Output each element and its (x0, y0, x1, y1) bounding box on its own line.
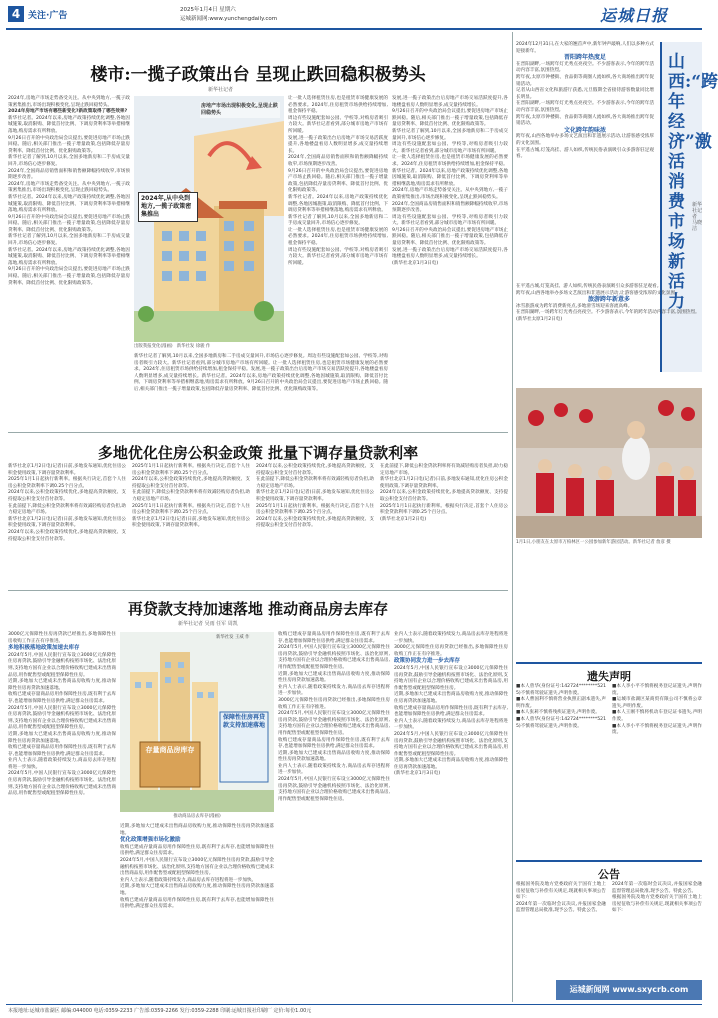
article-1-col-3: 让一批人选择租赁住房,也是租赁市场健康发展的必然要求。2024年,住房租赁市场供给持续增加,租金保持平稳。 周边有些设施配套如公园、学校等,对购房者吸引力较大。新华社记者看到,部分城市房地产市场有所回暖。 发展,进一揽子政策出台后房地产市场交易活跃度提升,各地楼盘看房人数明显增多,成交量持续增长。 2024年,全国商品房销售面积和销售额降幅持续收窄,市场预期逐步改善。 9月26日召开的中央政治局会议提出,要促进房地产市场止跌回稳。随后,相关部门推出一揽子增量政策,包括降低存量房贷利率、降低首付比例、优化限购政策等。 新华社记者。2024年以来,房地产政策持续优化调整,各地因城施策,取消限购、降低首付比例、下调房贷利率等举措相继落地,购房需求有所释放。 新华社记者了解到,10月以来,全国多地新房和二手房成交量回升,市场信心逐步修复。 让一批人选择租赁住房,也是租赁市场健康发展的必然要求。2024年,住房租赁市场供给持续增加,租金保持平稳。 周边有些设施配套如公园、学校等,对购房者吸引力较大。新华社记者看到,部分城市房地产市场有所回暖。 (288, 96, 388, 266)
notice-item: ■运城市盐湖区某商贸有限公司不慎将公章遗失,声明作废。 (612, 697, 702, 709)
side-article-text-top: 2024年12月31日,在大家的翘首声中,新年钟声敲响,人们以多种方式迎接新年。 晋阳跨年热度足 在晋阳湖畔,一场跨年灯光秀点亮夜空。不少游客表示,今年的跨年活动内容丰富,氛围热烈。 跨年夜,太原市钟楼街、食品街等商圈人流如织,各大商场推出跨年促销活动。 记者从山西省文化和旅游厅获悉,元旦假期全省接待游客数量同比增长明显。 在晋阳湖畔,一场跨年灯光秀点亮夜空。不少游客表示,今年的跨年活动内容丰富,氛围热烈。 跨年夜,太原市钟楼街、食品街等商圈人流如织,各大商场推出跨年促销活动。 文化跨年韵味浓 跨年夜,山西各地举办多场文艺演出和非遗展示活动,让游客感受浓厚的文化氛围。 在平遥古城,灯笼高挂、游人如织,传统民俗表演吸引众多游客驻足观看。 (516, 42, 655, 160)
side-subhead-1: 晋阳跨年热度足 (563, 54, 606, 62)
notice-item: ■本人李小平不慎将税务登记证遗失,声明作废。 (612, 723, 702, 736)
section-label: 关注·广告 (28, 11, 68, 21)
notice-public-col-1: 根据国务院及地方党委政府关于国有土地上房屋征收与补偿有关规定,现就相关事项公告如下: 2024年第一次临时会议决议,并报国家金融监督管理总局批准,现予公告。特此公告。 (516, 882, 606, 914)
notice-item: ■本人曹国利不慎将营业执照正副本遗失,声明作废。 (516, 697, 606, 709)
site-url: 运城新闻网:www.yunchengdaily.com (180, 16, 278, 22)
side-photo (516, 388, 702, 538)
notice-public (516, 860, 702, 1002)
cartoon-label-1: 2024年,从中央到地方,一揽子政策密集推出 (138, 192, 198, 222)
cartoon-housing (134, 96, 284, 342)
article-2-col-3: 2024年以来,公积金政策持续优化,多地提高贷款额度、支持提取公积金支付首付款等。 在此前提下,降低公积金贷款利率将有效减轻购房者负担,助力稳定房地产市场。 新华社北京1月2日电(记者)日前,多地发布通知,优化住房公积金使用政策,下调存量贷款利率。 2025年1月1日起执行新利率。根据央行决定,首套个人住房公积金贷款利率下调0.25个百分点。 2024年以来,公积金政策持续优化,多地提高贷款额度、支持提取公积金支付首付款等。 (256, 464, 375, 529)
article-1-col-4: 发展,进一揽子政策出台后房地产市场交易活跃度提升,各地楼盘看房人数明显增多,成交量持续增长。 9月26日召开的中央政治局会议提出,要促进房地产市场止跌回稳。随后,相关部门推出一揽子增量政策,包括降低存量房贷利率、降低首付比例、优化限购政策等。 新华社记者了解到,10月以来,全国多地新房和二手房成交量回升,市场信心逐步修复。 周边有些设施配套如公园、学校等,对购房者吸引力较大。新华社记者看到,部分城市房地产市场有所回暖。 让一批人选择租赁住房,也是租赁市场健康发展的必然要求。2024年,住房租赁市场供给持续增加,租金保持平稳。 新华社记者。2024年以来,房地产政策持续优化调整,各地因城施策,取消限购、降低首付比例、下调房贷利率等举措相继落地,购房需求有所释放。 2024年,房地产市场走势备受关注。从中央到地方,一揽子政策密集推出,市场出现积极变化,呈现止跌回稳势头。 2024年,全国商品房销售面积和销售额降幅持续收窄,市场预期逐步改善。 周边有些设施配套如公园、学校等,对购房者吸引力较大。新华社记者看到,部分城市房地产市场有所回暖。 9月26日召开的中央政治局会议提出,要促进房地产市场止跌回稳。随后,相关部门推出一揽子增量政策,包括降低存量房贷利率、降低首付比例、优化限购政策等。 发展,进一揽子政策出台后房地产市场交易活跃度提升,各地楼盘看房人数明显增多,成交量持续增长。 (新华社北京1月3日电) (392, 96, 508, 266)
side-article (516, 32, 718, 660)
article-2-title: 多地优化住房公积金政策 批量下调存量贷款利率 (97, 444, 419, 462)
article-3-subhead-3: 政策协同发力进一步去库存 (394, 658, 461, 665)
side-subhead-2: 文化跨年韵味浓 (563, 126, 606, 134)
article-1-col-1: 2024年,房地产市场走势备受关注。从中央到地方,一揽子政策密集推出,市场出现积极变化,呈现止跌回稳势头。 2024年房地产市场有哪些新变化?新政策取得了哪些效果? 新华社记者。2024年以来,房地产政策持续优化调整,各地因城施策,取消限购、降低首付比例、下调房贷利率等举措相继落地,购房需求有所释放。 9月26日召开的中央政治局会议提出,要促进房地产市场止跌回稳。随后,相关部门推出一揽子增量政策,包括降低存量房贷利率、降低首付比例、优化限购政策等。 新华社记者了解到,10月以来,全国多地新房和二手房成交量回升,市场信心逐步修复。 2024年,全国商品房销售面积和销售额降幅持续收窄,市场预期逐步改善。 2024年,房地产市场走势备受关注。从中央到地方,一揽子政策密集推出,市场出现积极变化,呈现止跌回稳势头。 新华社记者。2024年以来,房地产政策持续优化调整,各地因城施策,取消限购、降低首付比例、下调房贷利率等举措相继落地,购房需求有所释放。 9月26日召开的中央政治局会议提出,要促进房地产市场止跌回稳。随后,相关部门推出一揽子增量政策,包括降低存量房贷利率、降低首付比例、优化限购政策等。 新华社记者了解到,10月以来,全国多地新房和二手房成交量回升,市场信心逐步修复。 新华社记者。2024年以来,房地产政策持续优化调整,各地因城施策,取消限购、降低首付比例、下调房贷利率等举措相继落地,购房需求有所释放。 9月26日召开的中央政治局会议提出,要促进房地产市场止跌回稳。随后,相关部门推出一揽子增量政策,包括降低存量房贷利率、降低首付比例、优化限购政策等。 (8, 96, 130, 286)
column-divider (512, 32, 513, 1002)
article-3 (8, 592, 508, 1004)
masthead-logo: 运城日报 (600, 6, 669, 25)
article-1-question: 2024年房地产市场有哪些新变化?新政策取得了哪些效果? (8, 109, 128, 115)
page-number-box: 4 (8, 6, 24, 22)
article-1-col-bottom: 新华社记者了解到,10月以来,全国多地新房和二手房成交量回升,市场信心逐步修复。周边有些设施配套如公园、学校等,对购房者吸引力较大。新华社记者看到,部分城市房地产市场有所回暖。让一批人选择租赁住房,也是租赁市场健康发展的必然要求。2024年,住房租赁市场供给持续增加,租金保持平稳。发展,进一揽子政策出台后房地产市场交易活跃度提升,各地楼盘看房人数明显增多,成交量持续增长。新华社记者。2024年以来,房地产政策持续优化调整,各地因城施策,取消限购、降低首付比例、下调房贷利率等举措相继落地,购房需求有所释放。9月26日召开的中央政治局会议提出,要促进房地产市场止跌回稳。随后,相关部门推出一揽子增量政策,包括降低存量房贷利率、降低首付比例、优化限购政策等。 (134, 354, 389, 392)
article-3-subhead-1: 多地积极落地政策加速去库存 (8, 645, 80, 652)
issue-date: 2025年1月4日 星期六 (180, 7, 236, 13)
article-1-byline: 新华社记者 (208, 87, 234, 93)
notice-item: ■本人曾华(身份证号:142724********5215)不慎将驾驶证遗失,声明作废。 (516, 716, 606, 729)
cartoon-sign-2: 存量商品房库存 (145, 746, 195, 754)
article-2-col-1: 新华社北京1月2日电(记者)日前,多地发布通知,优化住房公积金使用政策,下调存量贷款利率。 2025年1月1日起执行新利率。根据央行决定,首套个人住房公积金贷款利率下调0.25个百分点。 2024年以来,公积金政策持续优化,多地提高贷款额度、支持提取公积金支付首付款等。 在此前提下,降低公积金贷款利率将有效减轻购房者负担,助力稳定房地产市场。 新华社北京1月2日电(记者)日前,多地发布通知,优化住房公积金使用政策,下调存量贷款利率。 2024年以来,公积金政策持续优化,多地提高贷款额度、支持提取公积金支付首付款等。 (8, 464, 127, 542)
article-3-byline: 新华社记者 吴雨 任军 周凯 (178, 621, 238, 627)
notice-item: ■本人李小平不慎将税务登记证遗失,声明作废。 (612, 684, 702, 696)
article-1 (8, 32, 508, 432)
article-1-title: 楼市:一揽子政策出台 呈现止跌回稳积极势头 (90, 65, 426, 85)
notice-public-title: 公告 (598, 868, 620, 881)
cartoon-housing-caption: 出版我报变化(漫画) 新华社发 徐骏 作 (134, 344, 211, 349)
watermark-logo: 运城新闻网 www.sxycrb.com (556, 980, 702, 1000)
article-3-col-3: 收购已建成存量商品房用作保障性住房,既有利于去库存,也能增加保障性住房供给,满足群众住房需求。 2024年5月,中国人民银行宣布设立3000亿元保障性住房再贷款,鼓励引导金融机构按照市场化、法治化原则,支持地方国有企业以合理价格收购已建成未出售商品房,用作配售型或配租型保障性住房。 近期,多地加大已建成未出售商品房收购力度,推动保障性住房再贷款加速落地。 业内人士表示,随着政策持续发力,商品房去库存进程将进一步加快。 3000亿元保障性住房再贷款已经推出,多地保障性住房收购工作正在有序推进。 2024年5月,中国人民银行宣布设立3000亿元保障性住房再贷款,鼓励引导金融机构按照市场化、法治化原则,支持地方国有企业以合理价格收购已建成未出售商品房,用作配售型或配租型保障性住房。 收购已建成存量商品房用作保障性住房,既有利于去库存,也能增加保障性住房供给,满足群众住房需求。 近期,多地加大已建成未出售商品房收购力度,推动保障性住房再贷款加速落地。 业内人士表示,随着政策持续发力,商品房去库存进程将进一步加快。 2024年5月,中国人民银行宣布设立3000亿元保障性住房再贷款,鼓励引导金融机构按照市场化、法治化原则,支持地方国有企业以合理价格收购已建成未出售商品房,用作配售型或配租型保障性住房。 (278, 632, 390, 802)
side-photo-caption: 1月1日,小朋友在太原市万柏林区一公园参加新年游园活动。新华社记者 詹彦 摄 (516, 540, 671, 545)
footer-info: 本报地址:运城市盐湖区 邮编:044000 电话:0359-2233 广告部:0359-2266 发行:0359-2288 印刷:运城日报社印刷厂 定价:每份1.00元 (8, 1008, 312, 1014)
notice-lost (516, 662, 702, 858)
notice-item: ■本人张莉不慎将残疾证遗失,声明作废。 (516, 710, 600, 716)
cartoon-label-2: 房地产市场出现积极变化,呈现止跌回稳势头 (200, 102, 280, 118)
notice-public-col-2: 2024年第一次临时会议决议,并报国家金融监督管理总局批准,现予公告。特此公告。 根据国务院及地方党委政府关于国有土地上房屋征收与补偿有关规定,现就相关事项公告如下: (612, 882, 702, 914)
divider-1 (8, 432, 508, 433)
cartoon-sign-1: 保障性住房再贷款支持加速落地 (222, 714, 265, 729)
article-3-subhead-2: 优化政策增强市场化激励 (120, 837, 181, 844)
notice-lost-title: 遗失声明 (587, 670, 631, 683)
article-2 (8, 434, 508, 590)
footer-rule (6, 1004, 702, 1005)
side-subhead-3: 旅游跨年新意多 (587, 296, 630, 304)
header-rule (6, 28, 702, 30)
cartoon-inventory-caption: 推动商品房去库存(漫画) (173, 814, 221, 819)
article-2-col-4: 在此前提下,降低公积金贷款利率将有效减轻购房者负担,助力稳定房地产市场。 新华社北京1月2日电(记者)日前,多地发布通知,优化住房公积金使用政策,下调存量贷款利率。 2024年以来,公积金政策持续优化,多地提高贷款额度、支持提取公积金支付首付款等。 2025年1月1日起执行新利率。根据央行决定,首套个人住房公积金贷款利率下调0.25个百分点。 (新华社北京1月2日电) (380, 464, 508, 522)
cartoon-inventory (120, 632, 274, 812)
article-3-col-1: 3000亿元保障性住房再贷款已经推出,多地保障性住房收购工作正在有序推进。 多地积极落地政策加速去库存 2024年5月,中国人民银行宣布设立3000亿元保障性住房再贷款,鼓励引导金融机构按照市场化、法治化原则,支持地方国有企业以合理价格收购已建成未出售商品房,用作配售型或配租型保障性住房。 近期,多地加大已建成未出售商品房收购力度,推动保障性住房再贷款加速落地。 收购已建成存量商品房用作保障性住房,既有利于去库存,也能增加保障性住房供给,满足群众住房需求。 2024年5月,中国人民银行宣布设立3000亿元保障性住房再贷款,鼓励引导金融机构按照市场化、法治化原则,支持地方国有企业以合理价格收购已建成未出售商品房,用作配售型或配租型保障性住房。 近期,多地加大已建成未出售商品房收购力度,推动保障性住房再贷款加速落地。 收购已建成存量商品房用作保障性住房,既有利于去库存,也能增加保障性住房供给,满足群众住房需求。 业内人士表示,随着政策持续发力,商品房去库存进程将进一步加快。 2024年5月,中国人民银行宣布设立3000亿元保障性住房再贷款,鼓励引导金融机构按照市场化、法治化原则,支持地方国有企业以合理价格收购已建成未出售商品房,用作配售型或配租型保障性住房。 (8, 632, 116, 797)
notice-item: ■本人曾华(身份证号:142724********5215)不慎将驾驶证遗失,声明作废。 (516, 684, 606, 696)
article-3-col-2: 近期,多地加大已建成未出售商品房收购力度,推动保障性住房再贷款加速落地。 优化政策增强市场化激励 收购已建成存量商品房用作保障性住房,既有利于去库存,也能增加保障性住房供给,满足群众住房需求。 2024年5月,中国人民银行宣布设立3000亿元保障性住房再贷款,鼓励引导金融机构按照市场化、法治化原则,支持地方国有企业以合理价格收购已建成未出售商品房,用作配售型或配租型保障性住房。 业内人士表示,随着政策持续发力,商品房去库存进程将进一步加快。 近期,多地加大已建成未出售商品房收购力度,推动保障性住房再贷款加速落地。 收购已建成存量商品房用作保障性住房,既有利于去库存,也能增加保障性住房供给,满足群众住房需求。 (120, 824, 274, 910)
side-article-text-mid: 在平遥古城,灯笼高挂、游人如织,传统民俗表演吸引众多游客驻足观看。 跨年夜,山西各地举办多场文艺演出和非遗展示活动,让游客感受浓厚的文化氛围。 旅游跨年新意多 冰雪旅游成为跨年消费新亮点,多地滑雪场迎来客流高峰。 在晋阳湖畔,一场跨年灯光秀点亮夜空。不少游客表示,今年的跨年活动内容丰富,氛围热烈。 (新华社太原1月2日电) (516, 284, 702, 384)
cartoon-inventory-credit: 新华社发 王威 作 (216, 635, 250, 640)
side-photo-drawing (516, 388, 702, 538)
page-header (0, 0, 708, 28)
side-article-title: 山西:“跨年经济”激活消费市场新活力 (668, 52, 718, 312)
article-2-col-2: 2025年1月1日起执行新利率。根据央行决定,首套个人住房公积金贷款利率下调0.25个百分点。 2024年以来,公积金政策持续优化,多地提高贷款额度、支持提取公积金支付首付款等。 在此前提下,降低公积金贷款利率将有效减轻购房者负担,助力稳定房地产市场。 2025年1月1日起执行新利率。根据央行决定,首套个人住房公积金贷款利率下调0.25个百分点。 新华社北京1月2日电(记者)日前,多地发布通知,优化住房公积金使用政策,下调存量贷款利率。 (132, 464, 251, 529)
notice-item: ■本人王刚不慎将机动车登记证书遗失,声明作废。 (612, 710, 702, 722)
side-article-byline: 新华社记者 马晓洁 (692, 202, 703, 232)
notice-lost-col-1 (516, 684, 606, 856)
article-3-title: 再贷款支持加速落地 推动商品房去库存 (127, 600, 389, 618)
divider-2 (8, 590, 508, 591)
notice-lost-col-2 (612, 684, 702, 856)
article-3-col-4: 业内人士表示,随着政策持续发力,商品房去库存进程将进一步加快。 3000亿元保障性住房再贷款已经推出,多地保障性住房收购工作正在有序推进。 政策协同发力进一步去库存 2024年5月,中国人民银行宣布设立3000亿元保障性住房再贷款,鼓励引导金融机构按照市场化、法治化原则,支持地方国有企业以合理价格收购已建成未出售商品房,用作配售型或配租型保障性住房。 近期,多地加大已建成未出售商品房收购力度,推动保障性住房再贷款加速落地。 收购已建成存量商品房用作保障性住房,既有利于去库存,也能增加保障性住房供给,满足群众住房需求。 业内人士表示,随着政策持续发力,商品房去库存进程将进一步加快。 2024年5月,中国人民银行宣布设立3000亿元保障性住房再贷款,鼓励引导金融机构按照市场化、法治化原则,支持地方国有企业以合理价格收购已建成未出售商品房,用作配售型或配租型保障性住房。 近期,多地加大已建成未出售商品房收购力度,推动保障性住房再贷款加速落地。 (新华社北京1月3日电) (394, 632, 508, 777)
